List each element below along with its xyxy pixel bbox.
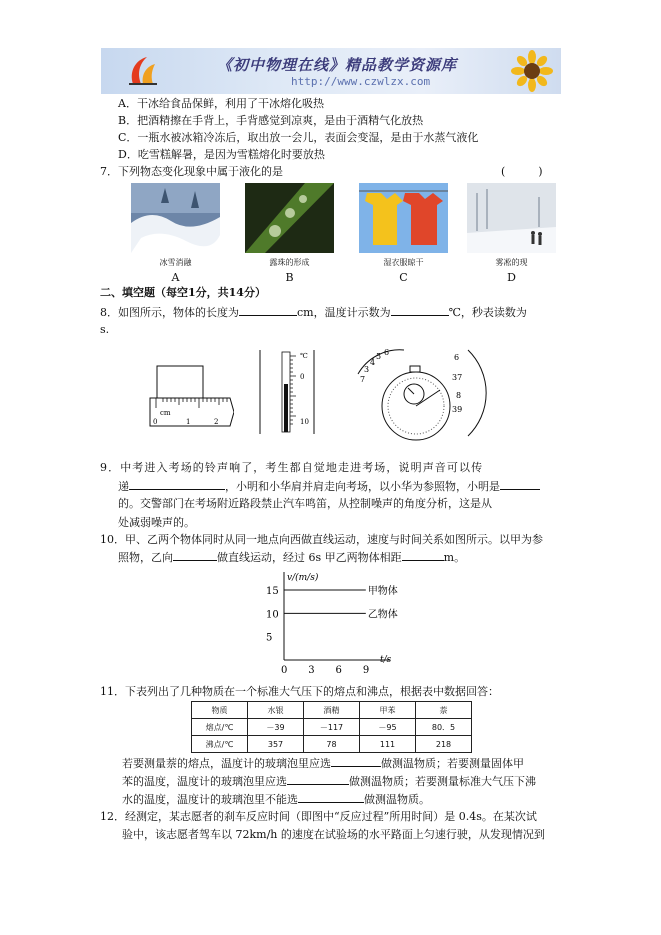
section-heading: 二、填空题（每空1分，共14分） (100, 286, 266, 299)
q9-text-b: ，小明和小华肩并肩走向考场，以小华为参照物，小明是 (225, 480, 500, 493)
q11-para1 (122, 755, 524, 771)
q6-option-d: D．吃雪糕解暑，是因为雪糕熔化时要放热 (118, 148, 325, 161)
q8-blank-temp[interactable] (391, 304, 449, 316)
caption-a: 冰雪消融 (159, 258, 192, 267)
q6-option-a: A．干冰给食品保鲜，利用了干冰熔化吸热 (118, 97, 324, 110)
y-tick-label: 10 (266, 609, 279, 621)
q10-line1: 10．甲、乙两个物体同时从同一地点向西做直线运动，速度与时间关系如图所示。以甲为参 (100, 533, 543, 546)
q10-blank-2[interactable] (402, 549, 444, 561)
q6-option-c: C．一瓶水被冰箱冷冻后，取出放一会儿，表面会变湿，是由于水蒸气液化 (118, 131, 479, 144)
q9-line4 (118, 514, 195, 530)
table-cell: －95 (360, 719, 416, 736)
thermo-unit: ℃ (300, 352, 308, 360)
q10-line2 (118, 549, 465, 565)
q8-text-b: cm，温度计示数为 (297, 306, 391, 319)
letter-d: D (507, 271, 516, 284)
sw-big-37: 37 (452, 373, 463, 382)
thermo-label-10: 10 (300, 418, 309, 426)
table-cell: 357 (248, 736, 304, 753)
y-tick-label: 5 (266, 632, 273, 644)
table-cell: 沸点/℃ (192, 736, 248, 753)
q10-text-c: m。 (443, 551, 466, 564)
sw-big-6: 6 (454, 353, 460, 362)
ruler-unit: cm (160, 409, 171, 417)
table-cell: 111 (360, 736, 416, 753)
q8-text-a: 8．如图所示，物体的长度为 (100, 306, 239, 319)
sw-big-8: 8 (456, 391, 462, 400)
ruler-figure (148, 362, 234, 432)
q11-para2 (122, 773, 536, 789)
q7-stem: 7．下列物态变化现象中属于液化的是 (100, 165, 283, 178)
table-row (192, 736, 472, 753)
letter-b: B (285, 271, 294, 284)
x-tick-label: 0 (281, 665, 288, 676)
series-label: 乙物体 (367, 609, 398, 621)
q9-blank-2[interactable] (500, 478, 540, 490)
table-cell: 熔点/℃ (192, 719, 248, 736)
thermometer-figure (256, 348, 318, 436)
y-axis-label: v/(m/s) (287, 573, 319, 583)
q10-blank-1[interactable] (173, 549, 217, 561)
table-cell: 218 (416, 736, 472, 753)
sw-small-5: 5 (376, 352, 382, 361)
sw-small-4: 4 (370, 358, 376, 367)
ruler-label-1: 1 (186, 418, 191, 426)
letter-c: C (399, 271, 408, 284)
q8-blank-length[interactable] (239, 304, 297, 316)
sw-big-39: 39 (452, 405, 463, 414)
q9-text-a: 递 (118, 480, 129, 493)
banner-url: http://www.czwlzx.com (291, 75, 431, 88)
table-cell: 物质 (192, 702, 248, 719)
q10-text-b: 做直线运动，经过 6s 甲乙两物体相距 (217, 551, 402, 564)
q9-text-c: 处减弱噪声的。 (118, 516, 195, 529)
table-cell: 酒精 (304, 702, 360, 719)
q11-text-d: 做测温物质；若要测量标准大气压下沸 (349, 775, 536, 788)
q7-answer-bracket: ( ) (501, 165, 543, 178)
series-label: 甲物体 (367, 586, 398, 597)
photo-dew-drops (245, 183, 334, 253)
x-tick-label: 3 (308, 665, 315, 676)
table-cell: 萘 (416, 702, 472, 719)
caption-b: 露珠的形成 (269, 258, 310, 267)
site-logo-icon (125, 54, 159, 88)
ruler-label-0: 0 (153, 418, 158, 426)
table-row (192, 702, 472, 719)
q11-text-c: 苯的温度，温度计的玻璃泡里应选 (122, 775, 287, 788)
q11-text-f: 做测温物质。 (364, 793, 430, 806)
q9-line2 (118, 478, 540, 494)
photo-rime-frost (467, 183, 556, 253)
photo-melting-snow (131, 183, 220, 253)
q9-line1: 9．中考进入考场的铃声响了，考生都自觉地走进考场，说明声音可以传 (100, 461, 484, 474)
melting-point-table (191, 701, 472, 753)
letter-a: A (171, 271, 180, 284)
q8-line1 (100, 304, 527, 320)
table-cell: 78 (304, 736, 360, 753)
q11-text-b: 做测温物质；若要测量固体甲 (381, 757, 524, 770)
table-cell: 80．5 (416, 719, 472, 736)
q9-line3: 的。交警部门在考场附近路段禁止汽车鸣笛，从控制噪声的角度分析，这是从 (118, 497, 492, 510)
q11-blank-3[interactable] (298, 791, 364, 803)
photo-drying-clothes (359, 183, 448, 253)
q12-line2: 验中，该志愿者驾车以 72km/h 的速度在试验场的水平路面上匀速行驶，从发现情况到 (122, 828, 545, 841)
q10-text-a: 照物，乙向 (118, 551, 173, 564)
q9-blank-1[interactable] (129, 478, 225, 490)
x-tick-label: 9 (362, 665, 370, 676)
q6-option-b: B．把酒精擦在手背上，手背感觉到凉爽，是由于酒精气化放热 (118, 114, 424, 127)
velocity-time-chart (262, 568, 402, 678)
y-tick-label: 15 (266, 586, 279, 597)
caption-d: 雾凇的现 (495, 258, 528, 267)
q8-line2: s. (100, 323, 110, 336)
table-cell: －117 (304, 719, 360, 736)
thermo-label-0: 0 (300, 373, 305, 381)
x-tick-label: 6 (335, 665, 342, 676)
sw-small-7: 7 (360, 375, 366, 384)
header-banner (101, 48, 561, 94)
table-cell: －39 (248, 719, 304, 736)
q11-text-e: 水的温度，温度计的玻璃泡里不能选 (122, 793, 298, 806)
q12-line1: 12．经测定，某志愿者的刹车反应时间（即图中“反应过程”所用时间）是 0.4s。在某次试 (100, 810, 537, 823)
sw-small-6: 6 (384, 348, 390, 357)
table-cell: 水银 (248, 702, 304, 719)
x-axis-label: t/s (380, 655, 392, 665)
sw-small-3: 3 (364, 365, 370, 374)
q11-text-a: 若要测量萘的熔点，温度计的玻璃泡里应选 (122, 757, 331, 770)
banner-title: 《初中物理在线》精品教学资源库 (217, 56, 458, 74)
table-cell: 甲苯 (360, 702, 416, 719)
caption-c: 湿衣服晾干 (383, 258, 424, 267)
q11-stem: 11．下表列出了几种物质在一个标准大气压下的熔点和沸点，根据表中数据回答： (100, 685, 499, 698)
q8-text-c: ℃，秒表读数为 (448, 306, 527, 319)
q11-blank-1[interactable] (331, 755, 381, 767)
table-row (192, 719, 472, 736)
ruler-label-2: 2 (214, 418, 219, 426)
stopwatch-figure (356, 346, 496, 444)
q11-para3 (122, 791, 430, 807)
sunflower-icon (509, 50, 555, 92)
q11-blank-2[interactable] (287, 773, 349, 785)
